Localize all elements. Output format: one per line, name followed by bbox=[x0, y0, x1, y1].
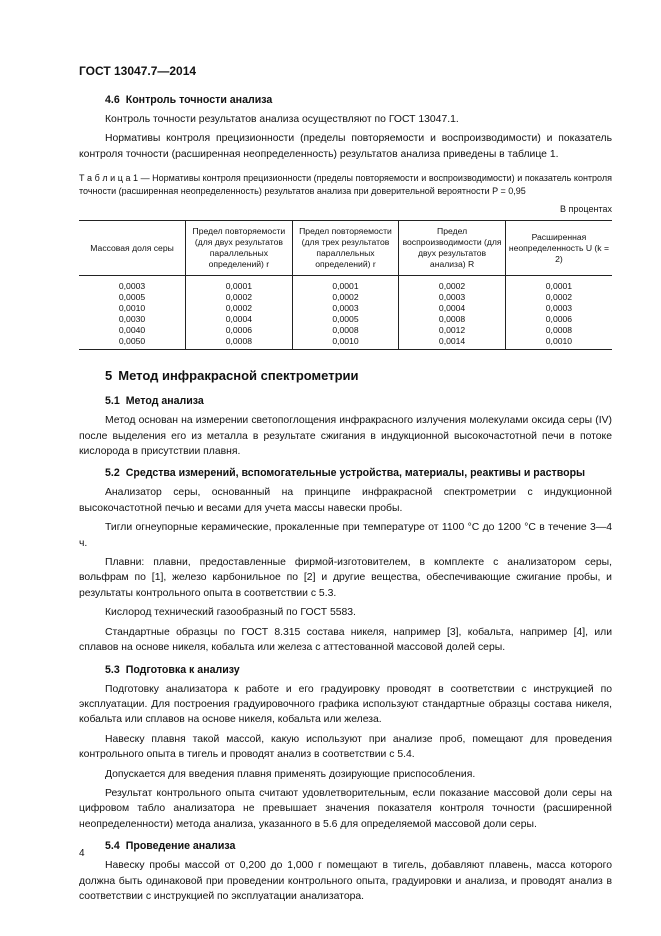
table-cell: 0,0002 bbox=[399, 276, 506, 293]
table-cell: 0,0008 bbox=[292, 325, 399, 336]
paragraph: Анализатор серы, основанный на принципе инфракрасной спектрометрии с индукционной высокочастотной печью и весами для учета массы навески пробы. bbox=[79, 487, 612, 514]
page-number: 4 bbox=[79, 848, 85, 859]
table-cell: 0,0010 bbox=[118, 303, 146, 314]
paragraph: Тигли огнеупорные керамические, прокаленные при температуре от 1100 °С до 1200 °С в течение 3—4 ч. bbox=[79, 522, 612, 549]
table-cell: 0,0004 bbox=[399, 303, 506, 314]
section-title: Контроль точности анализа bbox=[125, 94, 273, 106]
section-title: Метод анализа bbox=[125, 395, 204, 408]
paragraph: Результат контрольного опыта считают удовлетворительным, если показание массовой доли серы на цифровом табло анализатора не превышает значения показателя контроля точности (расширенной неопределенности) метода анализа, указанного в 5.6 для определяемой массовой доли серы. bbox=[79, 787, 612, 830]
column-header: Предел повторяемости (для трех результатов параллельных определений) r bbox=[292, 221, 399, 276]
table-cell: 0,0002 bbox=[292, 292, 399, 303]
section-5-1-heading bbox=[105, 393, 612, 409]
table-cell: 0,0008 bbox=[505, 325, 612, 336]
section-5-4-heading bbox=[105, 838, 612, 854]
table-cell: 0,0006 bbox=[505, 314, 612, 325]
section-number: 5 bbox=[105, 368, 113, 384]
table-cell: 0,0006 bbox=[186, 325, 293, 336]
paragraph: Контроль точности результатов анализа осуществляют по ГОСТ 13047.1. bbox=[105, 114, 459, 125]
column-header: Расширенная неопределенность U (k = 2) bbox=[505, 221, 612, 276]
table-cell: 0,0030 bbox=[118, 314, 146, 325]
table-row bbox=[79, 303, 612, 314]
section-5-heading bbox=[105, 368, 612, 383]
paragraph: Нормативы контроля прецизионности (пределы повторяемости и воспроизводимости) и показатель контроля точности (расширенная неопределенность) результатов анализа приведены в таблице 1. bbox=[79, 133, 612, 160]
table-cell: 0,0003 bbox=[399, 292, 506, 303]
precision-table bbox=[79, 220, 612, 350]
table-row bbox=[79, 336, 612, 350]
section-title: Метод инфракрасной спектрометрии bbox=[118, 368, 359, 384]
table-cell: 0,0002 bbox=[186, 303, 293, 314]
section-title: Проведение анализа bbox=[125, 840, 236, 853]
table-header-row bbox=[79, 221, 612, 276]
column-header: Предел повторяемости (для двух результатов параллельных определений) r bbox=[186, 221, 293, 276]
paragraph: Навеску пробы массой от 0,200 до 1,000 г помещают в тигель, добавляют плавень, масса которого должна быть одинаковой при проведении контрольного опыта, градуировки и анализа, и проводят анализ в соответствии с инструкцией по эксплуатации анализатора. bbox=[79, 860, 612, 902]
paragraph: Допускается для введения плавня применять дозирующие приспособления. bbox=[105, 768, 476, 780]
table-cell: 0,0010 bbox=[292, 336, 399, 350]
table-units: В процентах bbox=[560, 204, 612, 215]
column-header: Предел воспроизводимости (для двух результатов анализа) R bbox=[399, 221, 506, 276]
table-cell: 0,0005 bbox=[118, 292, 146, 303]
table-cell: 0,0040 bbox=[118, 325, 146, 336]
section-number: 5.1 bbox=[105, 395, 120, 408]
table-caption: Т а б л и ц а 1 — Нормативы контроля прецизионности (пределы повторяемости и воспроизводимости) и показатель контроля точности (расширенная неопределенность) результатов анализа при доверительной вероятности P = 0,95 bbox=[79, 173, 612, 197]
table-cell: 0,0002 bbox=[505, 292, 612, 303]
table-row bbox=[79, 325, 612, 336]
column-header: Массовая доля серы bbox=[79, 221, 186, 276]
table-row bbox=[79, 292, 612, 303]
section-number: 5.3 bbox=[105, 663, 120, 676]
section-title: Средства измерений, вспомогательные устройства, материалы, реактивы и растворы bbox=[125, 467, 586, 480]
table-cell: 0,0012 bbox=[399, 325, 506, 336]
table-cell: 0,0008 bbox=[399, 314, 506, 325]
table-cell: 0,0001 bbox=[186, 276, 293, 293]
page-content bbox=[79, 92, 612, 904]
paragraph: Метод основан на измерении светопоглощения инфракрасного излучения молекулами оксида серы (IV) после выделения его из металла в результате сжигания в индукционной высокочастотной печи в потоке кислорода в присутствии плавня. bbox=[79, 415, 612, 458]
section-number: 4.6 bbox=[105, 94, 120, 106]
table-cell: 0,0003 bbox=[292, 303, 399, 314]
section-5-3-heading bbox=[105, 662, 612, 678]
table-cell: 0,0003 bbox=[505, 303, 612, 314]
paragraph: Плавни: плавни, предоставленные фирмой-изготовителем, в комплекте с анализатором серы, вольфрам по [1], железо карбонильное по [2] и другие вещества, обеспечивающие сжигание пробы, и результаты контрольного опыта в соответствии с 5.3. bbox=[79, 557, 612, 599]
section-number: 5.4 bbox=[105, 840, 120, 853]
table-cell: 0,0010 bbox=[505, 336, 612, 350]
table-cell: 0,0001 bbox=[292, 276, 399, 293]
section-number: 5.2 bbox=[105, 467, 120, 480]
section-4-6-heading bbox=[105, 92, 612, 108]
table-cell: 0,0001 bbox=[505, 276, 612, 293]
table-cell: 0,0050 bbox=[79, 336, 186, 350]
section-title: Подготовка к анализу bbox=[125, 663, 240, 676]
table-row bbox=[79, 276, 612, 293]
paragraph: Навеску плавня такой массой, какую используют при анализе проб, помещают для проведения контрольного опыта в тигель и проводят анализ в соответствии с 5.4. bbox=[79, 733, 612, 761]
table-cell: 0,0014 bbox=[399, 336, 506, 350]
paragraph: Кислород технический газообразный по ГОСТ 5583. bbox=[105, 607, 356, 619]
table-cell: 0,0003 bbox=[118, 281, 146, 292]
table-row bbox=[79, 314, 612, 325]
paragraph: Подготовку анализатора к работе и его градуировку проводят в соответствии с инструкцией по эксплуатации. Для построения градуировочного графика используют стандартные образцы состава никеля, кобальта или сплавов на основе никеля, кобальта или железа. bbox=[79, 683, 612, 726]
section-5-2-heading bbox=[105, 465, 612, 481]
table-cell: 0,0004 bbox=[186, 314, 293, 325]
table-cell: 0,0002 bbox=[186, 292, 293, 303]
paragraph: Стандартные образцы по ГОСТ 8.315 состава никеля, например [3], кобальта, например [4], или сплавов на основе никеля, кобальта или железа с аттестованной массовой долей серы. bbox=[79, 626, 612, 654]
table-cell: 0,0005 bbox=[292, 314, 399, 325]
table-cell: 0,0008 bbox=[186, 336, 293, 350]
document-header: ГОСТ 13047.7—2014 bbox=[79, 64, 197, 78]
